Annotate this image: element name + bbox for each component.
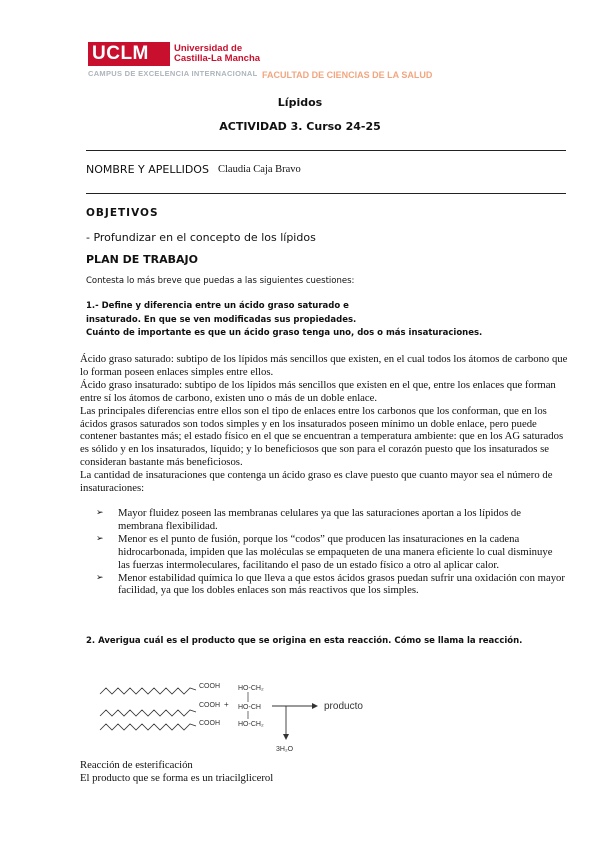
faculty-name: FACULTAD DE CIENCIAS DE LA SALUD — [262, 70, 433, 80]
objetivo-item: - Profundizar en el concepto de los lípidos — [86, 231, 316, 244]
question-1 — [86, 300, 566, 341]
cooh-label-2: COOH — [199, 702, 220, 709]
arrow-bullet-icon: ➢ — [96, 508, 104, 518]
plus-sign: + — [224, 700, 229, 709]
plan-intro: Contesta lo más breve que puedas a las siguientes cuestiones: — [86, 276, 355, 286]
water-label: 3H₂O — [276, 746, 294, 753]
campus-label: CAMPUS DE EXCELENCIA INTERNACIONAL — [88, 69, 258, 78]
cooh-label-1: COOH — [199, 683, 220, 690]
reaction-name: Reacción de esterificación — [80, 759, 193, 771]
bullet-text: Menor estabilidad química lo que lleva a que estos ácidos grasos puedan sufrir una oxidación con mayor facilidad, ya que los dobles enlaces son más reactivos que los simples. — [118, 571, 565, 597]
product-label: producto — [324, 701, 363, 712]
answer-1 — [80, 353, 570, 495]
arrow-bullet-icon: ➢ — [96, 533, 104, 544]
bullet-text: Mayor fluidez poseen las membranas celulares ya que las saturaciones aportan a los lípidos de membrana flexibilidad. — [118, 507, 522, 532]
divider-top — [86, 150, 566, 151]
question-2: 2. Averigua cuál es el producto que se origina en esta reacción. Cómo se llama la reacción. — [86, 636, 523, 646]
name-label: NOMBRE Y APELLIDOS — [86, 163, 209, 176]
list-item — [96, 507, 566, 533]
arrow-bullet-icon: ➢ — [96, 572, 104, 583]
glycerol-bot: HO-CH₂ — [238, 721, 264, 728]
answer-saturated: Ácido graso saturado: subtipo de los lípidos más sencillos que existen, en el cual todos los átomos de carbono que lo forman poseen enlaces simples entre ellos. — [80, 353, 568, 378]
doc-subtitle: ACTIVIDAD 3. Curso 24-25 — [219, 120, 381, 133]
list-item — [96, 533, 566, 572]
student-name: Claudia Caja Bravo — [218, 164, 301, 175]
divider-bottom — [86, 193, 566, 194]
fatty-acid-chain-2 — [100, 710, 196, 716]
fatty-acid-chain-1 — [100, 688, 196, 694]
esterification-reaction-diagram — [96, 676, 436, 756]
question-1-line1: 1.- Define y diferencia entre un ácido graso saturado e — [86, 301, 349, 311]
list-item — [96, 572, 566, 598]
fatty-acid-chain-3 — [100, 724, 196, 730]
glycerol-top: HO-CH₂ — [238, 685, 264, 692]
question-1-line2: insaturado. En que se ven modificadas sus propiedades. — [86, 314, 357, 325]
bullet-text: Menor es el punto de fusión, porque los “codos” que producen las insaturaciones en la cadena hidrocarbonada, impiden que las moléculas se empaqueten de una manera eficiente lo cual disminuye las fuerzas intermoleculares, facilitando el paso de un estado físico a otro al aplicar calor. — [118, 532, 553, 571]
cooh-label-3: COOH — [199, 720, 220, 727]
answer-bullet-list — [96, 507, 566, 597]
university-name — [174, 44, 260, 64]
doc-title: Lípidos — [277, 96, 323, 109]
university-line1: Universidad de — [174, 43, 243, 54]
glycerol-mid: HO-CH — [238, 704, 261, 711]
reaction-product: El producto que se forma es un triacilglicerol — [80, 772, 274, 784]
university-line2: Castilla-La Mancha — [174, 53, 261, 64]
objetivos-heading: OBJETIVOS — [86, 207, 159, 219]
answer-unsaturated: Ácido graso insaturado: subtipo de los lípidos más sencillos que existen en el que, entre los enlaces que forman entre sí los átomos de carbono, existen uno o más de un doble enlace. — [80, 378, 556, 404]
water-arrow-icon — [283, 734, 289, 740]
ucl-logo: UCLM — [88, 42, 170, 66]
reaction-arrow-icon — [312, 703, 318, 709]
answer-insaturations: La cantidad de insaturaciones que contenga un ácido graso es clave puesto que cuanto mayor sea el número de insaturaciones: — [80, 469, 553, 495]
answer-differences: Las principales diferencias entre ellos son el tipo de enlaces entre los carbonos que los conforman, que en los ácidos grasos saturados son todos simples y en los insaturados poseen mínimo un doble enlace, pero puede contener bastantes más; el estado físico en el que se encuentran a temperatura ambiente: que en los AG saturados es sólido y en los insaturados, líquido; y lo beneficiosos que son para el corazón puesto que los insaturados se consideran bastante más beneficiosos. — [80, 404, 564, 469]
plan-heading: PLAN DE TRABAJO — [86, 253, 198, 266]
question-1-line3: Cuánto de importante es que un ácido graso tenga uno, dos o más insaturaciones. — [86, 328, 483, 338]
fatty-acid-chains — [100, 688, 196, 730]
